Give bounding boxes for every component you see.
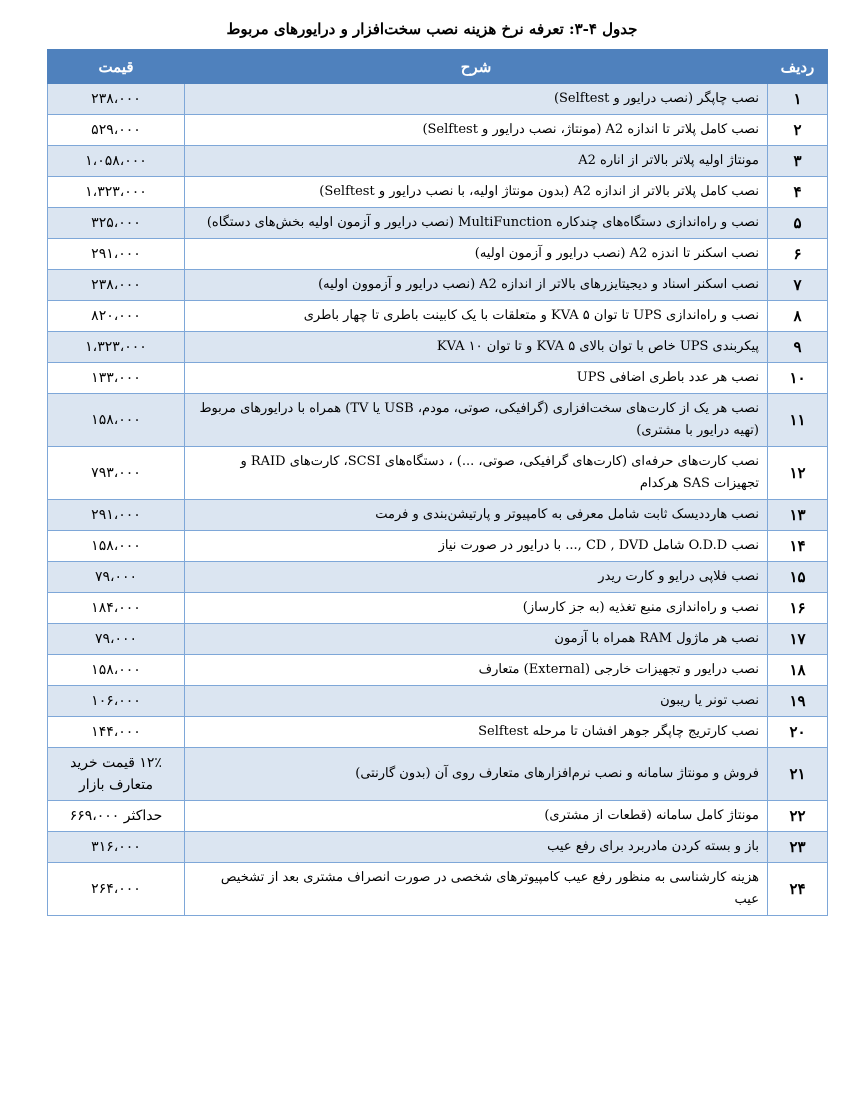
description-cell: نصب تونر یا ریبون (185, 686, 768, 717)
table-row (48, 239, 828, 270)
row-number-cell: ۲۴ (768, 863, 828, 916)
row-number-cell: ۱۹ (768, 686, 828, 717)
row-number-cell: ۷ (768, 270, 828, 301)
table-row (48, 801, 828, 832)
table-row (48, 500, 828, 531)
table-row (48, 447, 828, 500)
row-number-cell: ۱۰ (768, 363, 828, 394)
description-cell: نصب هر عدد باطری اضافی UPS (185, 363, 768, 394)
price-cell: ۱۵۸،۰۰۰ (48, 531, 185, 562)
description-cell: نصب درایور و تجهیزات خارجی (External) متعارف (185, 655, 768, 686)
description-cell: هزینه کارشناسی به منظور رفع عیب کامپیوترهای شخصی در صورت انصراف مشتری بعد از تشخیص عیب (185, 863, 768, 916)
description-cell: نصب چاپگر (نصب درایور و Selftest) (185, 84, 768, 115)
header-price: قیمت (48, 50, 185, 84)
price-cell: ۲۹۱،۰۰۰ (48, 239, 185, 270)
table-row (48, 177, 828, 208)
description-cell: نصب و راه‌اندازی دستگاه‌های چندکاره MultiFunction (نصب درایور و آزمون اولیه بخش‌های دستگاه) (185, 208, 768, 239)
description-cell: باز و بسته کردن مادربرد برای رفع عیب (185, 832, 768, 863)
row-number-cell: ۵ (768, 208, 828, 239)
description-cell: نصب کامل پلاتر بالاتر از اندازه A2 (بدون مونتاژ اولیه، با نصب درایور و Selftest) (185, 177, 768, 208)
table-row (48, 332, 828, 363)
description-cell: پیکربندی UPS خاص با توان بالای KVA ۵ و تا توان KVA ۱۰ (185, 332, 768, 363)
table-row (48, 686, 828, 717)
table-row (48, 748, 828, 801)
table-row (48, 363, 828, 394)
price-cell: ۱۵۸،۰۰۰ (48, 394, 185, 447)
table-row (48, 394, 828, 447)
price-cell: ۱۴۴،۰۰۰ (48, 717, 185, 748)
row-number-cell: ۱ (768, 84, 828, 115)
table-row (48, 655, 828, 686)
table-row (48, 562, 828, 593)
row-number-cell: ۴ (768, 177, 828, 208)
table-row (48, 146, 828, 177)
price-cell: ۱۰۶،۰۰۰ (48, 686, 185, 717)
table-header-row (48, 50, 828, 84)
description-cell: فروش و مونتاژ سامانه و نصب نرم‌افزارهای متعارف روی آن (بدون گارنتی) (185, 748, 768, 801)
row-number-cell: ۱۴ (768, 531, 828, 562)
table-row (48, 624, 828, 655)
table-row (48, 717, 828, 748)
row-number-cell: ۱۲ (768, 447, 828, 500)
description-cell: نصب هارددیسک ثابت شامل معرفی به کامپیوتر و پارتیشن‌بندی و فرمت (185, 500, 768, 531)
row-number-cell: ۱۶ (768, 593, 828, 624)
row-number-cell: ۱۵ (768, 562, 828, 593)
price-cell: ۲۳۸،۰۰۰ (48, 84, 185, 115)
row-number-cell: ۱۸ (768, 655, 828, 686)
price-cell: ۱۸۴،۰۰۰ (48, 593, 185, 624)
description-cell: نصب اسکنر اسناد و دیجیتایزرهای بالاتر از اندازه A2 (نصب درایور و آزموون اولیه) (185, 270, 768, 301)
header-description: شرح (185, 50, 768, 84)
table-row (48, 301, 828, 332)
table-row (48, 832, 828, 863)
description-cell: نصب O.D.D شامل CD , DVD ,... با درایور در صورت نیاز (185, 531, 768, 562)
price-cell: ۲۹۱،۰۰۰ (48, 500, 185, 531)
price-cell: ۸۲۰،۰۰۰ (48, 301, 185, 332)
row-number-cell: ۱۳ (768, 500, 828, 531)
description-cell: نصب کارت‌های حرفه‌ای (کارت‌های گرافیکی، صوتی، ...) ، دستگاه‌های SCSI، کارت‌های RAID و تجهیزات SAS هرکدام (185, 447, 768, 500)
price-cell: ۵۲۹،۰۰۰ (48, 115, 185, 146)
table-row (48, 115, 828, 146)
row-number-cell: ۳ (768, 146, 828, 177)
price-cell: ۱،۳۲۳،۰۰۰ (48, 332, 185, 363)
description-cell: نصب کامل پلاتر تا اندازه A2 (مونتاژ، نصب درایور و Selftest) (185, 115, 768, 146)
table-row (48, 270, 828, 301)
table-row (48, 208, 828, 239)
row-number-cell: ۱۱ (768, 394, 828, 447)
price-cell: ۱۳۳،۰۰۰ (48, 363, 185, 394)
table-row (48, 84, 828, 115)
price-cell: ۷۹،۰۰۰ (48, 624, 185, 655)
table-row (48, 863, 828, 916)
price-cell: ۳۲۵،۰۰۰ (48, 208, 185, 239)
price-cell: ۳۱۶،۰۰۰ (48, 832, 185, 863)
row-number-cell: ۲۳ (768, 832, 828, 863)
row-number-cell: ۶ (768, 239, 828, 270)
description-cell: نصب هر ماژول RAM همراه با آزمون (185, 624, 768, 655)
price-cell: ۱۲٪ قیمت خرید متعارف بازار (48, 748, 185, 801)
description-cell: نصب و راه‌اندازی منبع تغذیه (به جز کارساز) (185, 593, 768, 624)
row-number-cell: ۹ (768, 332, 828, 363)
table-body (48, 84, 828, 916)
header-row-number: ردیف (768, 50, 828, 84)
row-number-cell: ۲۱ (768, 748, 828, 801)
row-number-cell: ۲۲ (768, 801, 828, 832)
description-cell: نصب کارتریج چاپگر جوهر افشان تا مرحله Selftest (185, 717, 768, 748)
table-row (48, 531, 828, 562)
description-cell: نصب اسکنر تا اندزه A2 (نصب درایور و آزمون اولیه) (185, 239, 768, 270)
price-cell: ۷۹،۰۰۰ (48, 562, 185, 593)
table-row (48, 593, 828, 624)
tariff-table (47, 49, 828, 916)
row-number-cell: ۲۰ (768, 717, 828, 748)
price-cell: ۱،۰۵۸،۰۰۰ (48, 146, 185, 177)
table-caption: جدول ۴-۳: تعرفه نرخ هزینه نصب سخت‌افزار و درایورهای مربوط (226, 20, 638, 38)
description-cell: مونتاژ اولیه پلاتر بالاتر از اناره A2 (185, 146, 768, 177)
description-cell: نصب و راه‌اندازی UPS تا توان KVA ۵ و متعلقات با یک کابینت باطری تا چهار باطری (185, 301, 768, 332)
row-number-cell: ۲ (768, 115, 828, 146)
price-cell: ۲۳۸،۰۰۰ (48, 270, 185, 301)
price-cell: ۲۶۴،۰۰۰ (48, 863, 185, 916)
price-cell: حداکثر ۶۶۹،۰۰۰ (48, 801, 185, 832)
description-cell: نصب فلاپی درایو و کارت ریدر (185, 562, 768, 593)
row-number-cell: ۸ (768, 301, 828, 332)
price-cell: ۷۹۳،۰۰۰ (48, 447, 185, 500)
price-cell: ۱۵۸،۰۰۰ (48, 655, 185, 686)
description-cell: نصب هر یک از کارت‌های سخت‌افزاری (گرافیکی، صوتی، مودم، USB یا TV) همراه با درایورهای مربوط (تهیه درایور با مشتری) (185, 394, 768, 447)
description-cell: مونتاژ کامل سامانه (قطعات از مشتری) (185, 801, 768, 832)
row-number-cell: ۱۷ (768, 624, 828, 655)
price-cell: ۱،۳۲۳،۰۰۰ (48, 177, 185, 208)
